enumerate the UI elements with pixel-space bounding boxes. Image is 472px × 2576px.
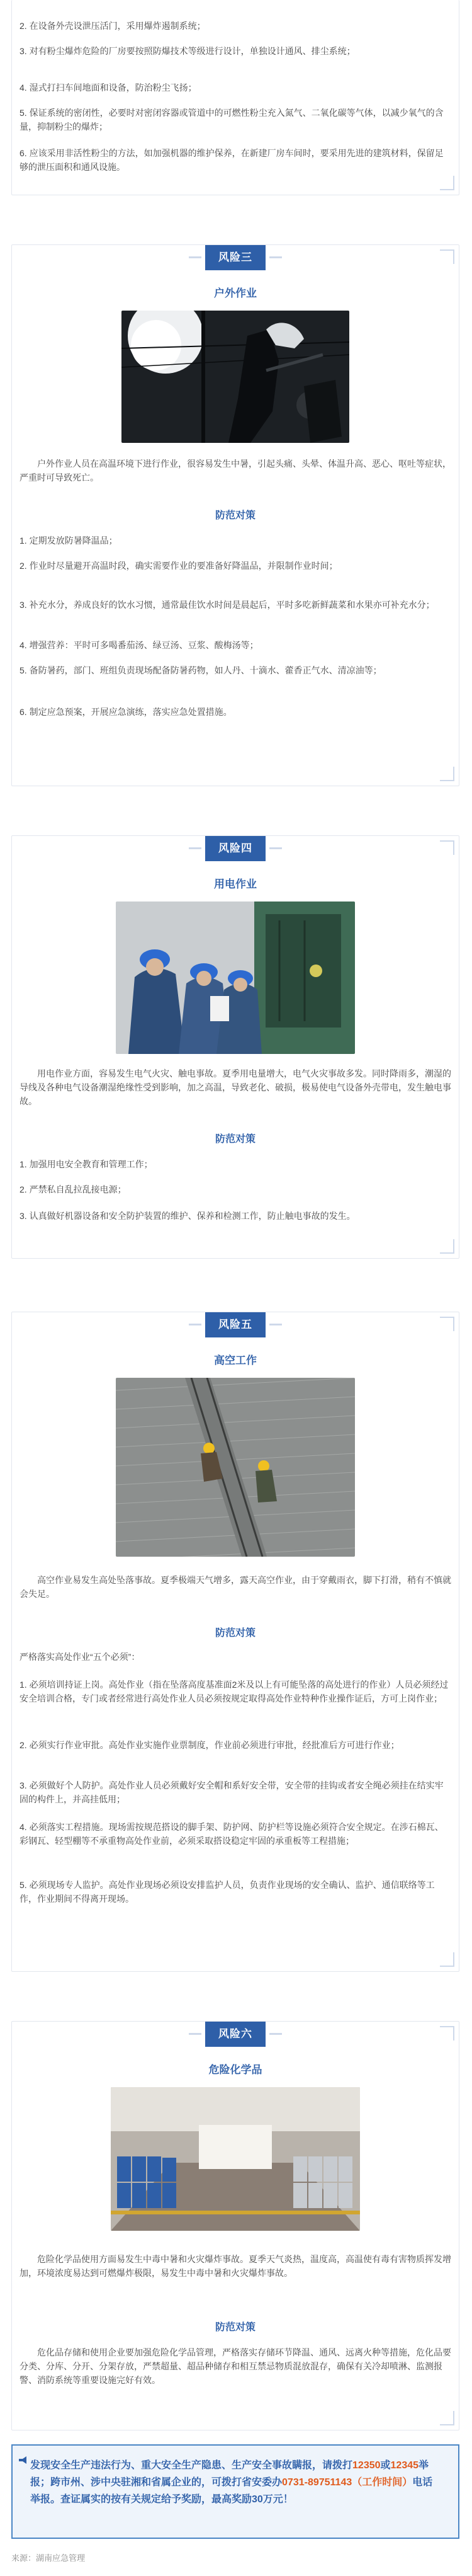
height-work-photo xyxy=(116,1378,355,1557)
chemical-description: 危险化学品使用方面易发生中毒中暑和火灾爆炸事故。夏季天气炎热，温度高，高温使有毒有害物质挥发增加，环境浓度易达到可燃爆炸极限，易发生中毒中暑和火灾爆炸事故。 xyxy=(20,2254,451,2278)
dust-measure-2: 2. 在设备外壳设泄压活门，采用爆炸遏制系统； xyxy=(20,21,206,31)
measures-title: 防范对策 xyxy=(215,1628,256,1639)
hotline-12350[interactable]: 12350 xyxy=(352,2460,381,2471)
risk-badge: 风险四 xyxy=(205,836,266,861)
electric-measure-1: 1. 加强用电安全教育和管理工作； xyxy=(20,1159,153,1169)
source-credit: 来源：湖南应急管理 xyxy=(11,2553,86,2563)
outdoor-measure-1: 1. 定期发放防暑降温品； xyxy=(20,535,118,546)
corner-decoration-icon xyxy=(439,1238,455,1254)
risk-card-electric xyxy=(11,835,459,1259)
risk-card-dust xyxy=(11,0,459,195)
megaphone-icon xyxy=(18,2454,29,2466)
notice-prefix: 发现安全生产违法行为、重大安全生产隐患、生产安全事故瞒报，请拨打 xyxy=(30,2460,353,2471)
dust-measure-5: 5. 保证系统的密闭性，必要时对密闭容器或管道中的可燃性粉尘充入氮气、二氧化碳等气体，以减少氧气的含量，抑制粉尘的爆炸； xyxy=(20,108,444,132)
notice-or: 或 xyxy=(380,2460,391,2471)
section-title: 高空工作 xyxy=(214,1354,257,1366)
chemical-measures: 危化品存储和使用企业要加强危险化学品管理，严格落实存储环节降温、通风、远离火种等措施，危化品要分类、分库、分开、分架存放，严禁超量、超品种储存和相互禁忌物质混放混存，确保有关冷却喷淋、监测报警、消防系统等重要设施完好有效。 xyxy=(20,2347,451,2385)
dust-measure-3: 3. 对有粉尘爆炸危险的厂房要按照防爆技术等级进行设计，单独设计通风、排尘系统； xyxy=(20,46,356,56)
notice-suffix: 电话举报。查证属实的按有关规定给予奖励，最高奖励30万元！ xyxy=(30,2477,433,2505)
corner-decoration-icon xyxy=(439,1316,455,1332)
hotline-provincial[interactable]: 0731-89751143（工作时间） xyxy=(282,2477,413,2488)
section-title: 户外作业 xyxy=(214,287,257,299)
report-hotline-notice xyxy=(11,2444,459,2539)
electric-measure-2: 2. 严禁私自乱拉乱接电源； xyxy=(20,1184,126,1194)
height-measure-3: 3. 必须做好个人防护。高处作业人员必须戴好安全帽和系好安全带，安全带的挂钩或者安全绳必须挂在结实牢固的构件上，并高挂低用； xyxy=(20,1780,444,1804)
notice-text xyxy=(30,2457,439,2508)
risk-badge: 风险六 xyxy=(205,2022,266,2047)
risk-card-height xyxy=(11,1312,459,1972)
risk-badge: 风险三 xyxy=(205,245,266,270)
outdoor-description: 户外作业人员在高温环境下进行作业，很容易发生中暑，引起头痛、头晕、体温升高、恶心、呕吐等症状，严重时可导致死亡。 xyxy=(20,459,451,483)
height-intro: 严格落实高处作业“五个必须”： xyxy=(20,1652,140,1662)
outdoor-measure-4: 4. 增强营养：平时可多喝番茄汤、绿豆汤、豆浆、酸梅汤等； xyxy=(20,640,259,650)
height-measure-5: 5. 必须现场专人监护。高处作业现场必须设安排监护人员，负责作业现场的安全确认、监护、通信联络等工作，作业期间不得离开现场。 xyxy=(20,1880,435,1904)
corner-decoration-icon xyxy=(439,249,455,265)
electric-work-photo xyxy=(116,902,355,1054)
section-title: 用电作业 xyxy=(214,878,257,890)
electric-description: 用电作业方面，容易发生电气火灾、触电事故。夏季用电量增大，电气火灾事故多发。同时降雨多，潮湿的导线及各种电气设备潮湿绝缘性受到影响，加之高温，导致老化、破损，极易使电气设备外壳带电，发生触电事故。 xyxy=(20,1068,451,1106)
height-measure-2: 2. 必须实行作业审批。高处作业实施作业票制度，作业前必须进行审批，经批准后方可进行作业； xyxy=(20,1740,400,1750)
height-measure-1: 1. 必须培训持证上岗。高处作业（指在坠落高度基准面2米及以上有可能坠落的高处进行的作业）人员必须经过安全培训合格，专门或者经常进行高处作业人员必须按规定取得高处作业特种作业操作证后，方可上岗作业； xyxy=(20,1680,449,1703)
chemical-warehouse-photo xyxy=(111,2087,360,2231)
risk-card-outdoor xyxy=(11,244,459,786)
outdoor-measure-6: 6. 制定应急预案，开展应急演练，落实应急处置措施。 xyxy=(20,707,232,717)
corner-decoration-icon xyxy=(439,2025,455,2042)
dust-measure-6: 6. 应该采用非活性粉尘的方法，如加强机器的维护保养，在新建厂房车间时，要采用先进的建筑材料，保留足够的泄压面积和通风设施。 xyxy=(20,148,444,172)
height-measure-4: 4. 必须落实工程措施。现场需按规范搭设的脚手架、防护网、防护栏等设施必须符合安全规定。在涉石棉瓦、彩钢瓦、轻型棚等不承重物高处作业前，必须采取搭设稳定牢固的承重板等工程措施； xyxy=(20,1822,444,1846)
measures-title: 防范对策 xyxy=(215,2322,256,2333)
corner-decoration-icon xyxy=(439,765,455,782)
outdoor-measure-5: 5. 备防暑药，部门、班组负责现场配备防暑药物，如人丹、十滴水、藿香正气水、清凉油等； xyxy=(20,665,382,675)
notice-mid: 举报；跨市州、涉中央驻湘和省属企业的，可拨打省安委办 xyxy=(30,2460,429,2488)
corner-decoration-icon xyxy=(439,1951,455,1967)
section-title: 危险化学品 xyxy=(208,2064,262,2076)
measures-title: 防范对策 xyxy=(215,510,256,521)
outdoor-work-photo xyxy=(121,311,349,443)
height-description: 高空作业易发生高处坠落事故。夏季极端天气增多，露天高空作业，由于穿戴雨衣，脚下打滑，稍有不慎就会失足。 xyxy=(20,1575,451,1599)
electric-measure-3: 3. 认真做好机器设备和安全防护装置的维护、保养和检测工作，防止触电事故的发生。 xyxy=(20,1211,356,1221)
outdoor-measure-2: 2. 作业时尽量避开高温时段，确实需要作业的要准备好降温品，并限制作业时间； xyxy=(20,561,338,571)
hotline-12345[interactable]: 12345 xyxy=(390,2460,419,2471)
measures-title: 防范对策 xyxy=(215,1134,256,1145)
dust-measure-4: 4. 湿式打扫车间地面和设备，防治粉尘飞扬； xyxy=(20,83,197,93)
corner-decoration-icon xyxy=(439,175,455,191)
outdoor-measure-3: 3. 补充水分，养成良好的饮水习惯，通常最佳饮水时间是晨起后，平时多吃新鲜蔬菜和水果亦可补充水分； xyxy=(20,600,435,610)
corner-decoration-icon xyxy=(439,840,455,856)
risk-card-chemical xyxy=(11,2021,459,2430)
corner-decoration-icon xyxy=(439,2410,455,2426)
risk-badge: 风险五 xyxy=(205,1312,266,1337)
